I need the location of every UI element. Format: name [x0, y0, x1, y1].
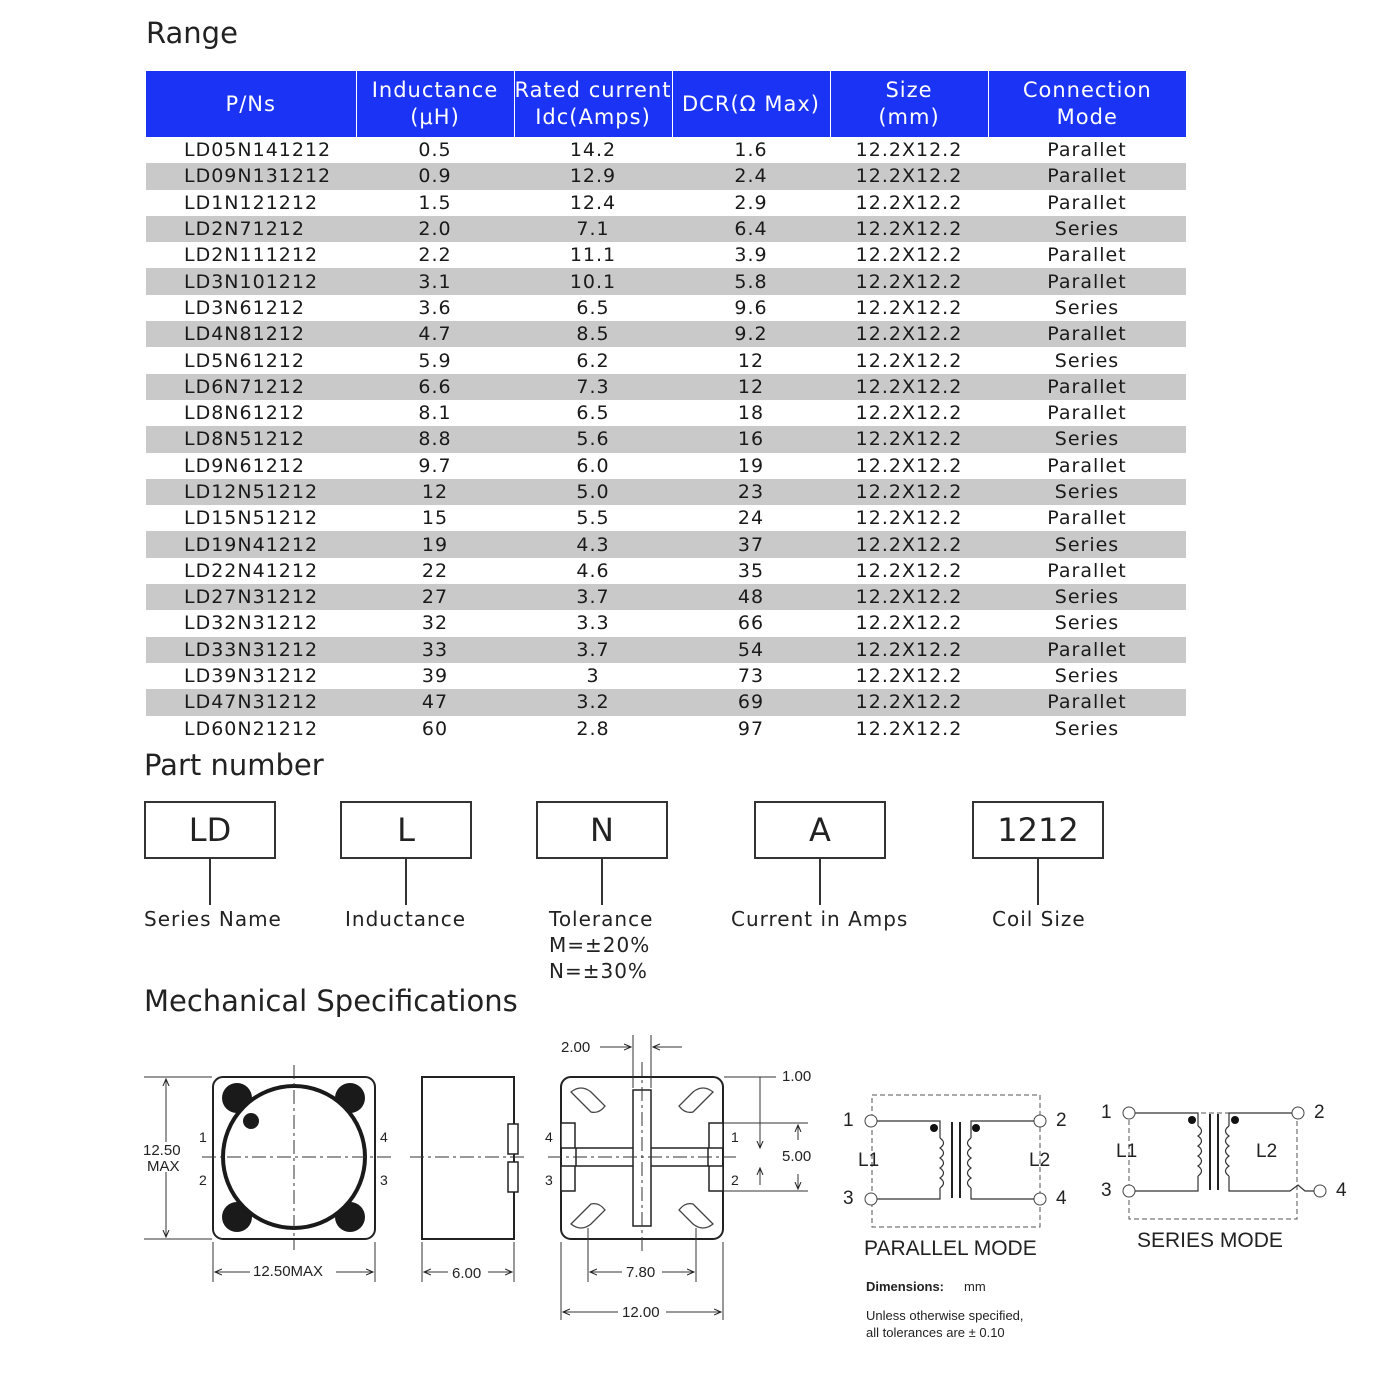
- table-row: [146, 505, 1186, 531]
- table-cell: 6.5: [576, 402, 610, 425]
- table-cell: LD47N31212: [146, 689, 356, 715]
- table-cell: 4.6: [576, 559, 610, 582]
- table-cell: 12.2X12.2: [830, 531, 988, 557]
- table-cell: LD19N41212: [146, 531, 356, 557]
- table-cell: Series: [988, 584, 1186, 610]
- table-cell: 5.0: [514, 479, 672, 505]
- pn-label-series: Series Name: [144, 907, 282, 931]
- parallel-l2: L2: [1029, 1150, 1051, 1171]
- table-row: [146, 163, 1186, 189]
- pn-connector: [209, 857, 211, 905]
- pn-connector: [601, 857, 603, 905]
- mechanical-title: Mechanical Specifications: [144, 984, 518, 1018]
- column-header: [672, 71, 830, 137]
- mechanical-drawings: [0, 1020, 1400, 1360]
- table-cell: 6.6: [356, 374, 514, 400]
- table-cell: 6.5: [576, 296, 610, 319]
- table-cell: 2.9: [734, 191, 768, 214]
- table-cell: 32: [421, 612, 449, 635]
- column-header-line1: Inductance: [371, 78, 499, 102]
- table-cell: 9.6: [734, 296, 768, 319]
- top-pin-4: 4: [380, 1129, 388, 1145]
- table-cell: 12.2X12.2: [830, 689, 988, 715]
- dim-pad-span: 5.00: [782, 1148, 812, 1165]
- table-cell: Series: [1054, 296, 1120, 319]
- table-cell: 7.1: [514, 216, 672, 242]
- table-cell: 3.6: [418, 296, 452, 319]
- table-cell: 3.7: [514, 584, 672, 610]
- table-cell: 12.2X12.2: [855, 191, 963, 214]
- table-cell: LD22N41212: [184, 559, 319, 582]
- table-cell: Parallet: [988, 689, 1186, 715]
- parallel-mode-schematic: [865, 1095, 1046, 1227]
- dim-height-max: MAX: [147, 1158, 180, 1175]
- table-cell: 12.2X12.2: [830, 216, 988, 242]
- bottom-pin-1: 1: [731, 1129, 739, 1145]
- table-cell: 37: [672, 531, 830, 557]
- table-cell: Parallet: [988, 374, 1186, 400]
- table-row: [146, 374, 1186, 400]
- table-cell: LD12N51212: [146, 479, 356, 505]
- table-cell: 12.9: [514, 163, 672, 189]
- table-cell: 8.8: [356, 426, 514, 452]
- table-cell: LD1N121212: [184, 191, 319, 214]
- table-cell: 12.2X12.2: [855, 612, 963, 635]
- table-cell: Parallet: [1047, 402, 1127, 425]
- top-pin-2: 2: [199, 1172, 207, 1188]
- table-cell: 47: [356, 689, 514, 715]
- table-cell: Parallet: [988, 637, 1186, 663]
- column-header-line1: Connection: [1022, 78, 1152, 102]
- table-cell: LD09N131212: [146, 163, 356, 189]
- table-cell: 5.5: [576, 507, 610, 530]
- column-header-line1: Size: [885, 78, 933, 102]
- table-cell: LD5N61212: [184, 349, 305, 372]
- series-mode-schematic: [1123, 1107, 1326, 1219]
- tolerance-note-line2: all tolerances are ± 0.10: [866, 1325, 1005, 1340]
- table-cell: 12.2X12.2: [855, 665, 963, 688]
- series-l2: L2: [1256, 1141, 1278, 1162]
- table-cell: 2.4: [672, 163, 830, 189]
- series-mode-title: SERIES MODE: [1137, 1229, 1283, 1252]
- table-cell: 12: [737, 349, 765, 372]
- table-cell: 12.2X12.2: [855, 349, 963, 372]
- column-header-line1: DCR(Ω Max): [682, 91, 820, 116]
- table-cell: 6.2: [576, 349, 610, 372]
- top-view-drawing: [144, 1065, 392, 1282]
- side-view-drawing: [410, 1077, 526, 1282]
- table-cell: 11.1: [569, 244, 617, 267]
- table-cell: 12.2X12.2: [830, 584, 988, 610]
- dim-pad-top: 1.00: [782, 1068, 812, 1085]
- table-row: [146, 268, 1186, 294]
- table-cell: Parallet: [1047, 454, 1127, 477]
- table-cell: Parallet: [1047, 559, 1127, 582]
- table-cell: 12.2X12.2: [830, 268, 988, 294]
- parallel-mode-title: PARALLEL MODE: [864, 1237, 1037, 1260]
- bottom-view-drawing: [548, 1035, 808, 1320]
- table-cell: 23: [672, 479, 830, 505]
- pn-box-coil-size: 1212: [972, 801, 1104, 859]
- column-header-line1: Rated current: [514, 78, 672, 102]
- bottom-pin-4: 4: [545, 1129, 553, 1145]
- table-cell: Series: [988, 479, 1186, 505]
- column-header: [146, 71, 356, 137]
- pn-box-current: A: [754, 801, 886, 859]
- table-cell: 24: [737, 507, 765, 530]
- table-cell: 19: [356, 531, 514, 557]
- table-cell: 14.2: [569, 139, 617, 162]
- bottom-pin-2: 2: [731, 1172, 739, 1188]
- table-cell: 22: [421, 559, 449, 582]
- top-pin-3: 3: [380, 1172, 388, 1188]
- column-header: [988, 71, 1186, 137]
- table-row: [146, 426, 1186, 452]
- table-cell: LD15N51212: [184, 507, 319, 530]
- table-cell: 10.1: [514, 268, 672, 294]
- table-cell: 6.0: [576, 454, 610, 477]
- table-cell: Series: [988, 531, 1186, 557]
- pn-label-coil-size: Coil Size: [992, 907, 1086, 931]
- table-cell: Parallet: [1047, 507, 1127, 530]
- table-cell: LD6N71212: [146, 374, 356, 400]
- dimensions-label: Dimensions:: [866, 1279, 945, 1294]
- pn-connector: [819, 857, 821, 905]
- pn-tolerance-n: N=±30%: [549, 959, 648, 983]
- table-cell: LD32N31212: [184, 612, 319, 635]
- table-cell: 5.9: [418, 349, 452, 372]
- column-header-line2: (μH): [410, 105, 460, 129]
- table-cell: 12.2X12.2: [830, 163, 988, 189]
- table-cell: 54: [672, 637, 830, 663]
- table-row: [146, 663, 1186, 689]
- parallel-pin-1: 1: [843, 1110, 854, 1131]
- table-cell: 3.1: [356, 268, 514, 294]
- table-row: [146, 321, 1186, 347]
- table-cell: 3.9: [734, 244, 768, 267]
- table-cell: 0.5: [418, 139, 452, 162]
- table-cell: Series: [1054, 665, 1120, 688]
- table-cell: LD27N31212: [146, 584, 356, 610]
- table-cell: 1.6: [734, 139, 768, 162]
- table-cell: 2.2: [418, 244, 452, 267]
- table-cell: 12: [356, 479, 514, 505]
- table-cell: 60: [421, 717, 449, 740]
- table-cell: 16: [672, 426, 830, 452]
- table-row: [146, 584, 1186, 610]
- column-header-line1: P/Ns: [225, 91, 276, 116]
- table-cell: 12.2X12.2: [855, 296, 963, 319]
- dim-top-gap: 2.00: [561, 1039, 591, 1056]
- part-number-title: Part number: [144, 748, 324, 782]
- pn-connector: [405, 857, 407, 905]
- table-cell: 0.9: [356, 163, 514, 189]
- parallel-pin-4: 4: [1056, 1188, 1067, 1209]
- table-cell: 12.2X12.2: [855, 559, 963, 582]
- table-cell: 18: [737, 402, 765, 425]
- table-cell: 6.4: [672, 216, 830, 242]
- table-cell: 33: [356, 637, 514, 663]
- table-row: [146, 637, 1186, 663]
- table-cell: 5.8: [672, 268, 830, 294]
- table-cell: 1.5: [418, 191, 452, 214]
- table-cell: LD8N51212: [146, 426, 356, 452]
- table-cell: Parallet: [988, 268, 1186, 294]
- top-pin-1: 1: [199, 1129, 207, 1145]
- table-cell: Series: [988, 216, 1186, 242]
- table-cell: LD9N61212: [184, 454, 305, 477]
- table-cell: 4.7: [356, 321, 514, 347]
- table-cell: LD2N111212: [184, 244, 319, 267]
- table-cell: 73: [737, 665, 765, 688]
- table-cell: LD4N81212: [146, 321, 356, 347]
- table-cell: Series: [988, 426, 1186, 452]
- table-cell: 12.2X12.2: [855, 244, 963, 267]
- table-cell: 2.0: [356, 216, 514, 242]
- table-cell: 8.5: [514, 321, 672, 347]
- table-cell: Series: [1054, 349, 1120, 372]
- column-header-line2: Idc(Amps): [535, 105, 651, 129]
- table-cell: 12.2X12.2: [830, 637, 988, 663]
- table-cell: 9.7: [418, 454, 452, 477]
- parallel-pin-2: 2: [1056, 1110, 1067, 1131]
- dim-width: 12.50MAX: [253, 1263, 324, 1280]
- table-row: [146, 479, 1186, 505]
- table-row: [146, 453, 1186, 479]
- table-cell: 12.2X12.2: [830, 426, 988, 452]
- table-row: [146, 531, 1186, 557]
- table-cell: 3.2: [514, 689, 672, 715]
- table-cell: 69: [672, 689, 830, 715]
- table-cell: 12.2X12.2: [855, 717, 963, 740]
- table-row: [146, 400, 1186, 426]
- table-cell: 12.2X12.2: [830, 479, 988, 505]
- pn-box-tolerance: N: [536, 801, 668, 859]
- range-table: [146, 71, 1186, 742]
- table-cell: Parallet: [988, 163, 1186, 189]
- table-cell: 4.3: [514, 531, 672, 557]
- table-cell: 3: [586, 665, 600, 688]
- table-cell: LD33N31212: [146, 637, 356, 663]
- column-header-line2: (mm): [878, 105, 940, 129]
- pn-connector: [1037, 857, 1039, 905]
- table-cell: 12.2X12.2: [855, 454, 963, 477]
- series-pin-3: 3: [1101, 1180, 1112, 1201]
- table-cell: 12.2X12.2: [855, 402, 963, 425]
- column-header-line2: Mode: [1056, 105, 1118, 129]
- table-cell: LD60N21212: [184, 717, 319, 740]
- dim-height: 12.50: [143, 1142, 181, 1159]
- dim-inner-width: 7.80: [626, 1264, 656, 1281]
- series-pin-1: 1: [1101, 1102, 1112, 1123]
- table-cell: 12.2X12.2: [855, 507, 963, 530]
- table-row: [146, 295, 1186, 321]
- pn-box-inductance: L: [340, 801, 472, 859]
- tolerance-note-line1: Unless otherwise specified,: [866, 1308, 1024, 1323]
- table-cell: 12.2X12.2: [855, 139, 963, 162]
- table-row: [146, 216, 1186, 242]
- table-cell: 48: [672, 584, 830, 610]
- table-cell: 7.3: [514, 374, 672, 400]
- table-cell: 35: [737, 559, 765, 582]
- table-row: [146, 689, 1186, 715]
- column-header: [514, 71, 672, 137]
- series-l1: L1: [1116, 1141, 1138, 1162]
- table-cell: Series: [1054, 612, 1120, 635]
- parallel-pin-3: 3: [843, 1188, 854, 1209]
- table-cell: Series: [1054, 717, 1120, 740]
- table-cell: 9.2: [672, 321, 830, 347]
- table-body: [146, 137, 1186, 742]
- table-row: [146, 190, 1186, 216]
- table-cell: 27: [356, 584, 514, 610]
- table-cell: Parallet: [1047, 244, 1127, 267]
- table-cell: 12: [672, 374, 830, 400]
- table-cell: 5.6: [514, 426, 672, 452]
- series-pin-4: 4: [1336, 1180, 1347, 1201]
- pn-tolerance-m: M=±20%: [549, 933, 651, 957]
- table-cell: LD2N71212: [146, 216, 356, 242]
- parallel-l1: L1: [858, 1150, 880, 1171]
- dimensions-unit: mm: [964, 1279, 986, 1294]
- bottom-pin-3: 3: [545, 1172, 553, 1188]
- table-cell: 3.3: [576, 612, 610, 635]
- table-cell: 66: [737, 612, 765, 635]
- table-row: [146, 242, 1186, 268]
- table-cell: LD8N61212: [184, 402, 305, 425]
- table-row: [146, 137, 1186, 163]
- pn-label-tolerance: Tolerance: [549, 907, 654, 931]
- table-cell: 39: [421, 665, 449, 688]
- table-cell: Parallet: [1047, 139, 1127, 162]
- table-cell: 2.8: [576, 717, 610, 740]
- table-cell: LD39N31212: [184, 665, 319, 688]
- dim-side-width: 6.00: [452, 1265, 482, 1282]
- table-cell: 97: [737, 717, 765, 740]
- table-cell: Parallet: [1047, 191, 1127, 214]
- table-cell: 12.2X12.2: [830, 374, 988, 400]
- table-cell: 8.1: [418, 402, 452, 425]
- table-row: [146, 558, 1186, 584]
- table-cell: 15: [421, 507, 449, 530]
- column-header: [356, 71, 514, 137]
- table-row: [146, 716, 1186, 742]
- table-cell: LD3N101212: [146, 268, 356, 294]
- table-cell: Parallet: [988, 321, 1186, 347]
- table-cell: LD05N141212: [184, 139, 332, 162]
- table-header-row: [146, 71, 1186, 137]
- table-row: [146, 347, 1186, 373]
- pn-label-inductance: Inductance: [345, 907, 467, 931]
- table-cell: 3.7: [514, 637, 672, 663]
- table-cell: 12.2X12.2: [830, 321, 988, 347]
- pn-box-series: LD: [144, 801, 276, 859]
- table-row: [146, 610, 1186, 636]
- table-cell: 19: [737, 454, 765, 477]
- table-cell: 12.4: [569, 191, 617, 214]
- table-cell: LD3N61212: [184, 296, 305, 319]
- range-title: Range: [146, 16, 238, 50]
- pn-label-current: Current in Amps: [731, 907, 909, 931]
- dim-outer-width: 12.00: [622, 1304, 660, 1321]
- column-header: [830, 71, 988, 137]
- series-pin-2: 2: [1314, 1102, 1325, 1123]
